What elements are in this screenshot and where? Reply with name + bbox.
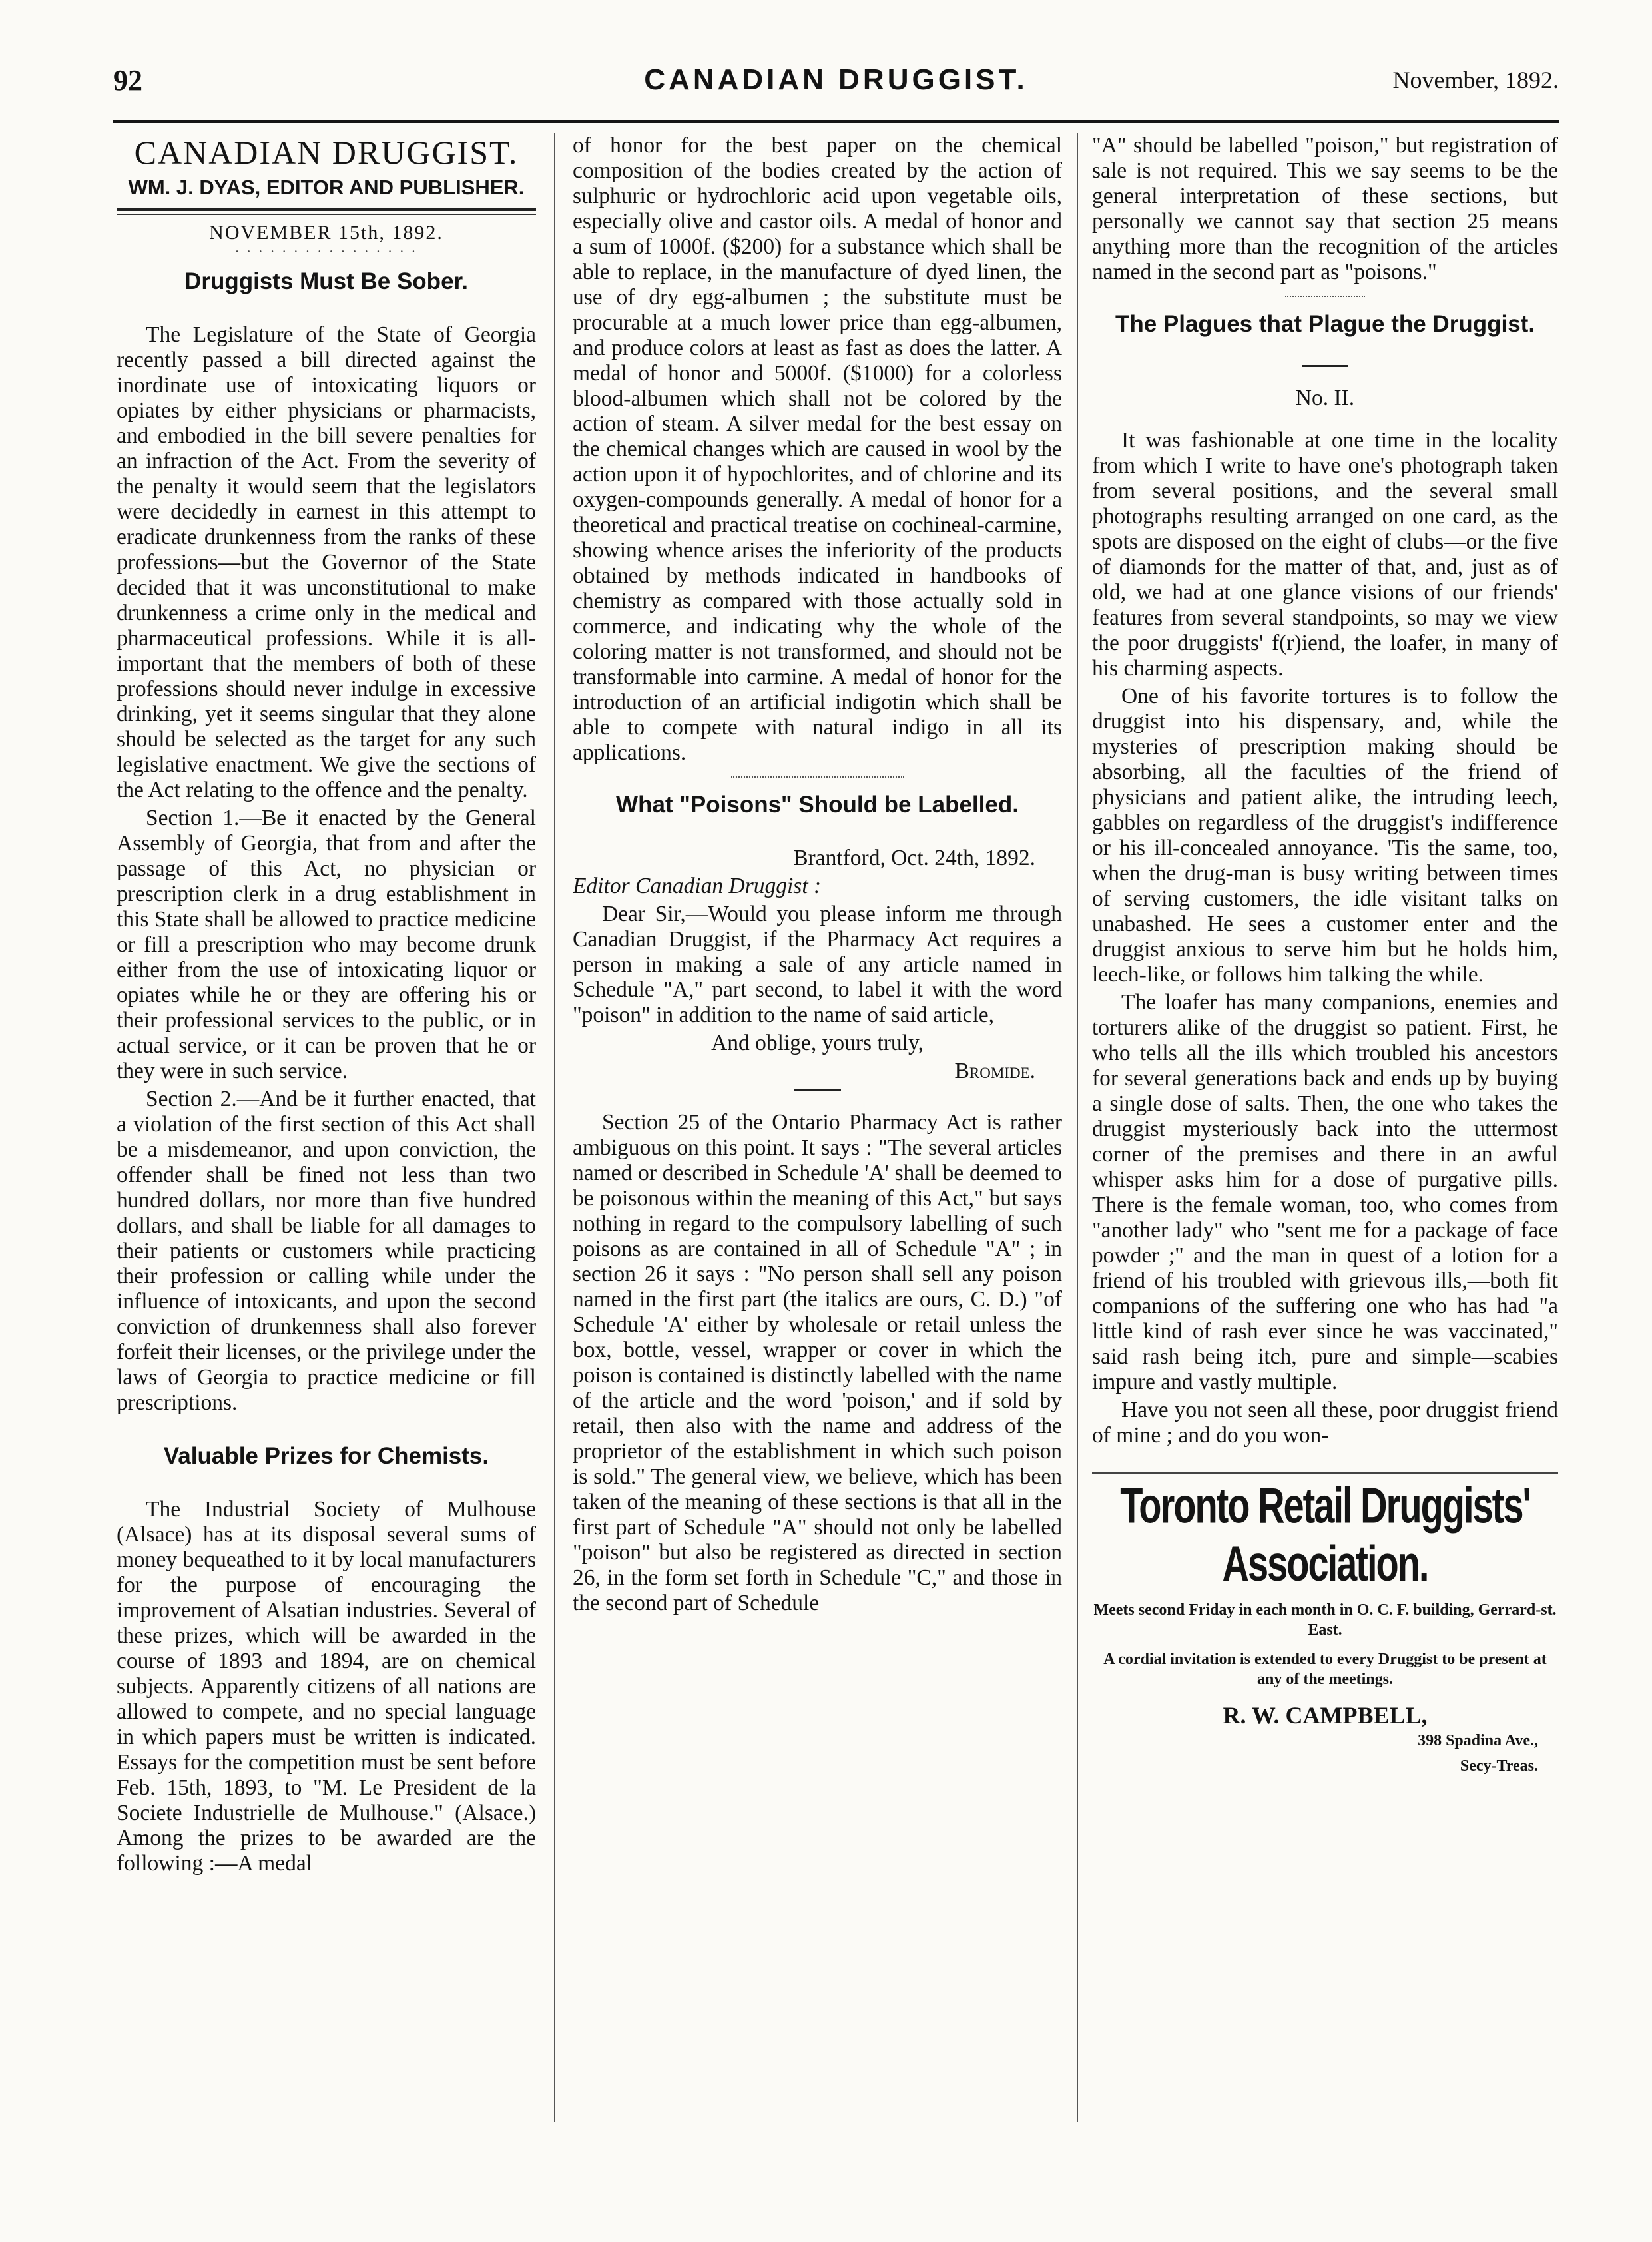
letter-dateline: Brantford, Oct. 24th, 1892. bbox=[793, 846, 1035, 870]
article-paragraph: "A" should be labelled "poison," but registration of sale is not required. This we say seems to be the general interpretation of these sections, but personally we cannot say that section 25 means anything more than the recognition of the articles named in the second part as "poisons." bbox=[1092, 133, 1558, 284]
article-paragraph: of honor for the best paper on the chemical composition of the bodies created by the action of sulphuric or hydrochloric acid upon vegetable oils, especially olive and castor oils. A medal of honor and a sum of 1000f. ($200) for a substance which shall be able to replace, in the manufacture of dyed linen, the use of dry egg-albumen ; the substitute must be procurable at a much lower price than egg-albumen, and produce colors at least as fast as does the latter. A medal of honor and 5000f. ($1000) for a colorless blood-albumen which shall not be colored by the action of steam. A silver medal for the best essay on the chemical changes which are caused in wool by the action upon it of hypochlorites, and of chlorine and its oxygen-compounds generally. A medal of honor for a theoretical and practical treatise on cochineal-carmine, showing whence arises the inferiority of the products obtained by methods indicated in handbooks of chemistry as compared with those actually sold in commerce, and indicating why the whole of the coloring matter is not transformed, and should not be transformable into carmine. A medal of honor for the introduction of an artificial indigotin which shall be able to compete with natural indigo in all its applications. bbox=[573, 133, 1062, 765]
running-head bbox=[113, 63, 1559, 110]
page-number: 92 bbox=[113, 64, 142, 97]
column-divider bbox=[1077, 133, 1078, 2122]
column-2 bbox=[573, 133, 1062, 2202]
letter-closing: And oblige, yours truly, bbox=[711, 1031, 924, 1055]
issue-dateline: NOVEMBER 15th, 1892. bbox=[209, 222, 443, 244]
notice-meeting: Meets second Friday in each month in O. C. F. building, Gerrard-st. East. bbox=[1093, 1601, 1557, 1639]
association-notice bbox=[1092, 1472, 1558, 1776]
article-title: The Plagues that Plague the Druggist. bbox=[1115, 311, 1535, 337]
article-paragraph: One of his favorite tortures is to follow the druggist into his dispensary, and, while the mysteries of prescription making should be absorbing, all the faculties of the friend of physicians and patient alike, the intruding leech, gabbles on regardless of the druggist's indifference or his ill-concealed annoyance. 'Tis the same, too, when the drug-man is busy writing between times of serving customers, the idle visitant talks on unabashed. He sees a customer enter and the druggist anxious to serve him but he holds him, leech-like, or follows him talking the while. bbox=[1092, 684, 1558, 987]
column-3 bbox=[1092, 133, 1558, 2202]
letter-salutation: Editor Canadian Druggist : bbox=[573, 874, 822, 898]
header-rule bbox=[113, 120, 1559, 123]
article-paragraph: Section 25 of the Ontario Pharmacy Act is rather ambiguous on this point. It says : "The several articles named or described in Schedule 'A' shall be deemed to be poisonous within the meaning of this Act," but says nothing in regard to the compulsory labelling of such poisons as are contained in all of Schedule "A" ; in section 26 it says : "No person shall sell any poison named in the first part (the italics are ours, C. D.) "of Schedule 'A' either by wholesale or retail unless the box, bottle, vessel, wrapper or cover in which the poison is contained is distinctly labelled with the name of the article and the word 'poison,' and if sold by retail, then also with the name and address of the proprietor of the establishment in which such poison is sold." The general view, we believe, which has been taken of the meaning of these sections is that all in the first part of Schedule "A" should not only be labelled "poison" but also be registered as directed in section 26, in the form set forth in Schedule "C," and those in the second part of Schedule bbox=[573, 1110, 1062, 1615]
article-paragraph: The Legislature of the State of Georgia recently passed a bill directed against the inordinate use of intoxicating liquors or opiates by either physicians or pharmacists, and embodied in the bill severe penalties for an infraction of the Act. From the severity of the penalty it would seem that the legislators were decidedly in earnest in this attempt to eradicate drunkenness from the ranks of these professions—but the Governor of the State decided that it was unconstitutional to make drunkenness a crime only in the medical and pharmaceutical professions. While it is all-important that the members of both of these professions should never indulge in excessive drinking, yet it seems singular that they alone should be selected as the target for any such legislative enactment. We give the sections of the Act relating to the offence and the penalty. bbox=[117, 322, 536, 802]
short-rule bbox=[1302, 365, 1348, 367]
notice-role: Secy-Treas. bbox=[1460, 1757, 1538, 1775]
article-paragraph: The loafer has many companions, enemies and torturers alike of the druggist so patient. First, he who tells all the ills which troubled his ancestors for several generations back and ends up by buying a single dose of salts. Then, the one who takes the druggist mysteriously back into the uttermost corner of the premises and there in an awful whisper asks him for a dose of purgative pills. There is the female woman, too, who comes from "another lady" who "sent me for a package of face powder ;" and the man in quest of a lotion for a friend of his troubled with grievous ills,—both fit companions of the suffering one who has had "a little kind of rash ever since he was vaccinated," said rash being itch, pure and simple—scabies impure and vastly multiple. bbox=[1092, 990, 1558, 1394]
masthead-title: CANADIAN DRUGGIST. bbox=[134, 134, 519, 171]
notice-title: Toronto Retail Druggists' Association. bbox=[1120, 1476, 1530, 1592]
section-divider bbox=[731, 776, 904, 778]
notice-address: 398 Spadina Ave., bbox=[1418, 1732, 1538, 1749]
article-paragraph: It was fashionable at one time in the locality from which I write to have one's photograph taken from several positions, and the several small photographs resulting arranged on one card, as the spots are disposed on the eight of clubs—or the five of diamonds for the matter of that, and, just as of old, we had at one glance visions of our friends' features from several standpoints, so may we view the poor druggists' f(r)iend, the loafer, in many of his charming aspects. bbox=[1092, 428, 1558, 681]
article-title: What "Poisons" Should be Labelled. bbox=[616, 792, 1019, 818]
notice-invitation: A cordial invitation is extended to every Druggist to be present at any of the meetings. bbox=[1103, 1651, 1547, 1688]
article-title: Valuable Prizes for Chemists. bbox=[163, 1443, 489, 1469]
masthead-rule bbox=[117, 208, 536, 211]
short-rule bbox=[794, 1089, 841, 1091]
column-1 bbox=[117, 133, 536, 2202]
article-number: No. II. bbox=[1295, 386, 1355, 410]
notice-name: R. W. CAMPBELL, bbox=[1223, 1702, 1428, 1729]
letter-signature: Bromide. bbox=[954, 1059, 1035, 1083]
masthead-rule-thin bbox=[117, 214, 536, 215]
article-paragraph: The Industrial Society of Mulhouse (Alsace) has at its disposal several sums of money bequeathed to it by local manufacturers for the purpose of encouraging the improvement of Alsatian industries. Several of these prizes, which will be awarded in the course of 1893 and 1894, are on chemical subjects. Apparently citizens of all nations are allowed to compete, and no special language in which papers must be written is indicated. Essays for the competition must be sent before Feb. 15th, 1893, to "M. Le President de la Societe Industrielle de Mulhouse." (Alsace.) Among the prizes to be awarded are the following :—A medal bbox=[117, 1497, 536, 1876]
article-paragraph: Have you not seen all these, poor druggist friend of mine ; and do you won- bbox=[1092, 1398, 1558, 1448]
section-divider bbox=[1285, 296, 1365, 297]
column-divider bbox=[554, 133, 555, 2122]
article-title: Druggists Must Be Sober. bbox=[184, 268, 468, 294]
ornament-rule: · · · · · · · · · · · · · · · · bbox=[234, 244, 418, 259]
letter-body: Dear Sir,—Would you please inform me through Canadian Druggist, if the Pharmacy Act requires a person in making a sale of any article named in Schedule "A," part second, to label it with the word "poison" in addition to the name of said article, bbox=[573, 902, 1062, 1027]
running-title: CANADIAN DRUGGIST. bbox=[644, 63, 1028, 96]
masthead-editor: WM. J. DYAS, EDITOR AND PUBLISHER. bbox=[128, 176, 525, 199]
issue-date: November, 1892. bbox=[1392, 67, 1559, 93]
article-paragraph: Section 1.—Be it enacted by the General Assembly of Georgia, that from and after the passage of this Act, no physician or prescription clerk in a drug establishment in this State shall be allowed to practice medicine or fill a prescription who may become drunk either from the use of intoxicating liquor or opiates while he or they are offering his or their professional services to the public, or in actual service, or it can be proven that he or they were in such service. bbox=[117, 806, 536, 1083]
article-paragraph: Section 2.—And be it further enacted, that a violation of the first section of this Act shall be a misdemeanor, and upon conviction, the offender shall be fined not less than two hundred dollars, nor more than five hundred dollars, and shall be liable for all damages to their patients or customers while practicing their profession or calling while under the influence of intoxicants, and upon the second conviction of drunkenness shall also forever forfeit their licenses, or the privilege under the laws of Georgia to practice medicine or fill prescriptions. bbox=[117, 1087, 536, 1415]
